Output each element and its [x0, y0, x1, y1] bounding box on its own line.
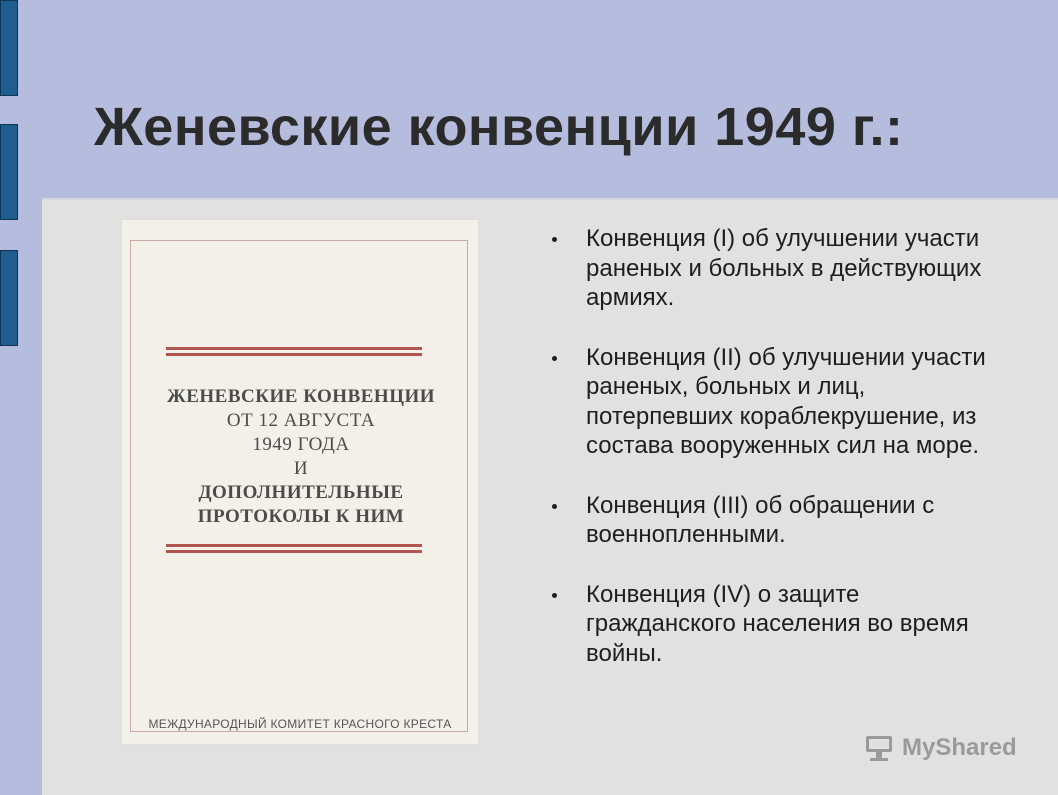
cover-title-line: ОТ 12 АВГУСТА — [226, 410, 376, 431]
cover-footer: МЕЖДУНАРОДНЫЙ КОМИТЕТ КРАСНОГО КРЕСТА — [148, 717, 452, 731]
list-item-text: Конвенция (II) об улучшении участи раненых, больных и лиц, потерпевших кораблекрушение, из состава вооруженных сил на море. — [586, 343, 986, 459]
list-item — [548, 343, 988, 461]
cover-rule-bottom — [166, 544, 422, 553]
bullet-icon — [552, 504, 557, 509]
slide-title: Женевские конвенции 1949 г.: — [94, 97, 904, 157]
bullet-icon — [552, 356, 557, 361]
monitor-icon — [864, 734, 896, 762]
side-tab-1 — [0, 0, 18, 96]
watermark-text: MyShared — [902, 734, 1017, 761]
cover-rule-top — [166, 347, 422, 356]
list-item-text: Конвенция (I) об улучшении участи раненых и больных в действующих армиях. — [586, 225, 982, 311]
list-item — [548, 580, 988, 669]
left-strip — [0, 0, 42, 793]
list-item — [548, 491, 988, 550]
list-item-text: Конвенция (III) об обращении с военнопленными. — [586, 491, 935, 548]
cover-title-line: И — [293, 458, 309, 479]
book-cover-image — [122, 220, 478, 744]
bullet-icon — [552, 593, 557, 598]
bullet-icon — [552, 237, 557, 242]
cover-title-line: ЖЕНЕВСКИЕ КОНВЕНЦИИ — [166, 386, 436, 407]
list-item — [548, 224, 988, 313]
myshared-watermark — [864, 731, 1017, 765]
side-tab-2 — [0, 124, 18, 220]
list-item-text: Конвенция (IV) о защите гражданского населения во время войны. — [586, 580, 969, 667]
convention-list — [548, 224, 988, 698]
cover-title — [142, 385, 460, 529]
side-tab-3 — [0, 250, 18, 346]
cover-title-line: 1949 ГОДА — [252, 434, 350, 455]
cover-title-line: ДОПОЛНИТЕЛЬНЫЕ — [198, 482, 404, 503]
cover-title-line: ПРОТОКОЛЫ К НИМ — [197, 506, 405, 527]
